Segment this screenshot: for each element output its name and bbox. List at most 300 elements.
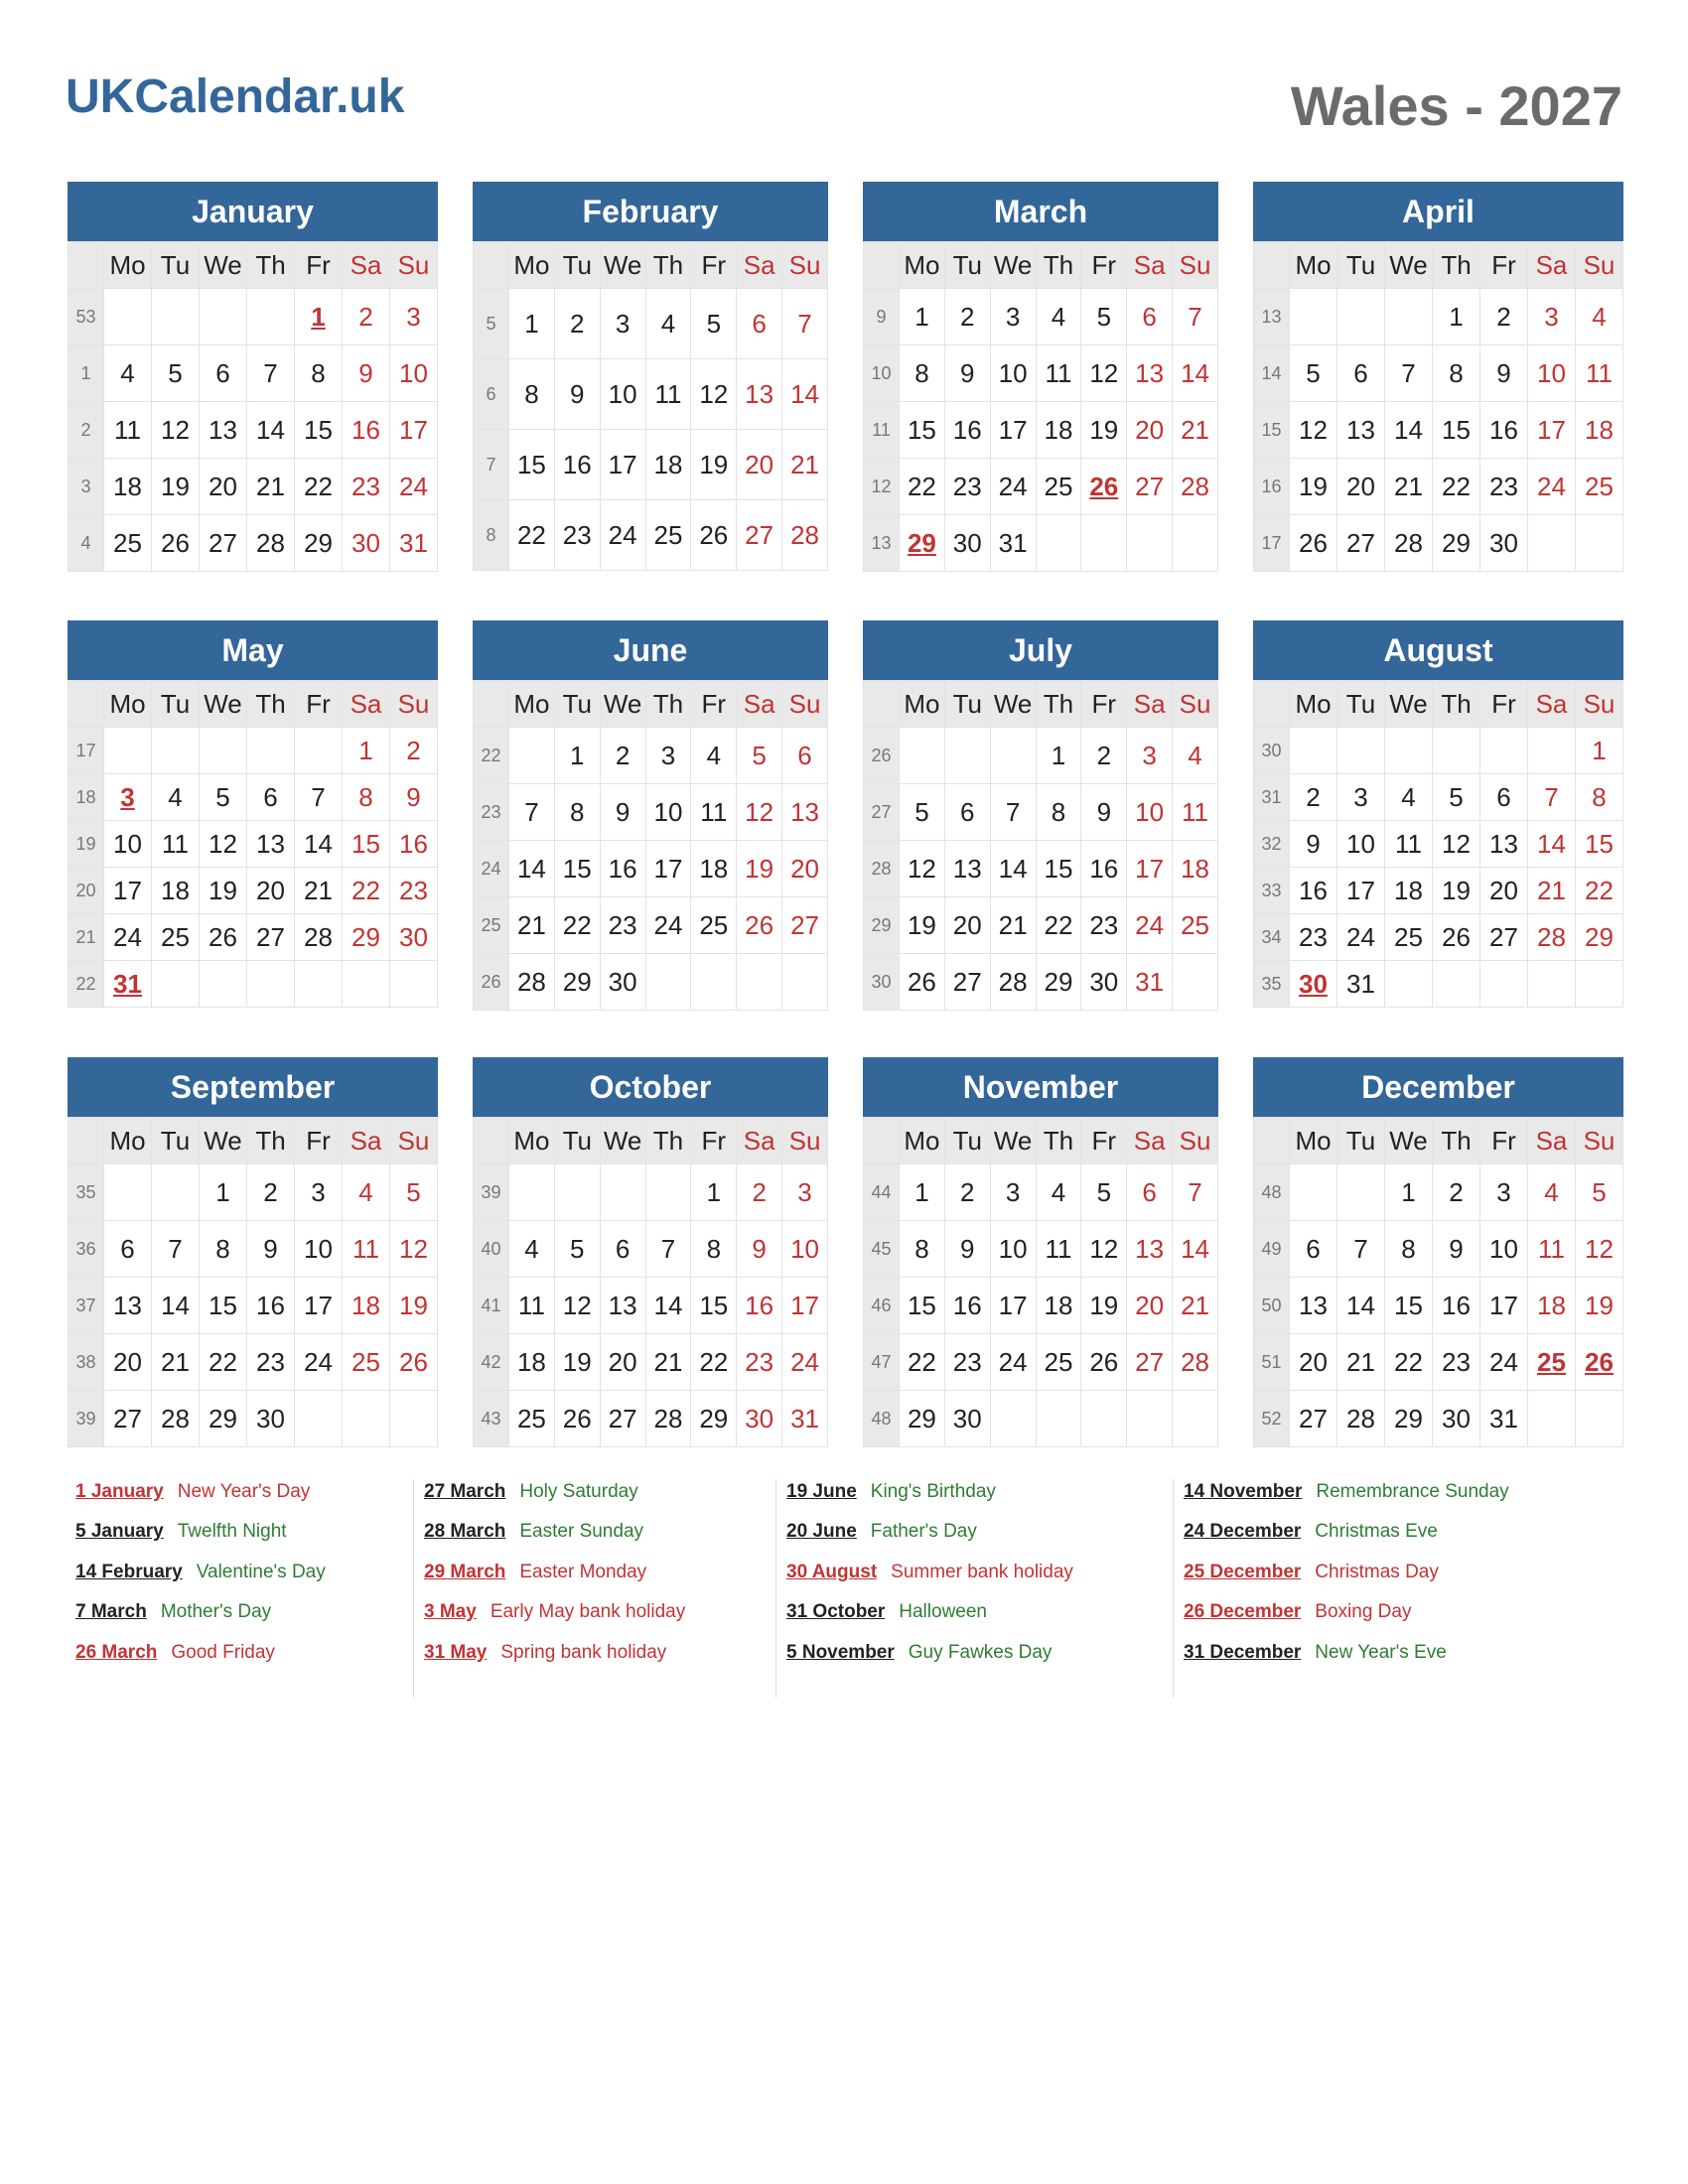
- day-cell[interactable]: 25: [152, 914, 200, 961]
- day-cell[interactable]: 21: [645, 1334, 691, 1391]
- day-cell[interactable]: 4: [691, 728, 737, 784]
- holiday-day-cell[interactable]: 29: [900, 515, 945, 572]
- day-cell[interactable]: 22: [1433, 459, 1480, 515]
- day-cell[interactable]: 17: [990, 402, 1036, 459]
- day-cell[interactable]: 9: [1081, 784, 1127, 841]
- day-cell[interactable]: 26: [691, 500, 737, 571]
- day-cell[interactable]: 26: [554, 1391, 600, 1447]
- day-cell[interactable]: 11: [1036, 1221, 1081, 1278]
- day-cell[interactable]: 30: [600, 954, 645, 1011]
- day-cell[interactable]: 20: [1127, 402, 1173, 459]
- day-cell[interactable]: 6: [782, 728, 828, 784]
- day-cell[interactable]: 14: [1385, 402, 1433, 459]
- day-cell[interactable]: 25: [1385, 914, 1433, 961]
- day-cell[interactable]: 1: [200, 1164, 247, 1221]
- day-cell[interactable]: 20: [737, 430, 782, 500]
- day-cell[interactable]: 19: [691, 430, 737, 500]
- day-cell[interactable]: 6: [737, 289, 782, 359]
- holiday-day-cell[interactable]: 26: [1576, 1334, 1623, 1391]
- day-cell[interactable]: 22: [1036, 897, 1081, 954]
- day-cell[interactable]: 9: [944, 345, 990, 402]
- holiday-date-link[interactable]: 20 June: [786, 1521, 857, 1542]
- day-cell[interactable]: 7: [1385, 345, 1433, 402]
- day-cell[interactable]: 16: [1480, 402, 1528, 459]
- day-cell[interactable]: 16: [390, 821, 438, 868]
- day-cell[interactable]: 19: [1290, 459, 1337, 515]
- day-cell[interactable]: 7: [990, 784, 1036, 841]
- day-cell[interactable]: 15: [295, 402, 343, 459]
- day-cell[interactable]: 30: [1480, 515, 1528, 572]
- day-cell[interactable]: 1: [509, 289, 555, 359]
- day-cell[interactable]: 22: [295, 459, 343, 515]
- day-cell[interactable]: 15: [1385, 1278, 1433, 1334]
- day-cell[interactable]: 30: [944, 1391, 990, 1447]
- day-cell[interactable]: 13: [247, 821, 295, 868]
- day-cell[interactable]: 12: [1081, 1221, 1127, 1278]
- day-cell[interactable]: 23: [1290, 914, 1337, 961]
- day-cell[interactable]: 24: [600, 500, 645, 571]
- day-cell[interactable]: 28: [1173, 1334, 1218, 1391]
- day-cell[interactable]: 30: [247, 1391, 295, 1447]
- day-cell[interactable]: 26: [390, 1334, 438, 1391]
- day-cell[interactable]: 1: [691, 1164, 737, 1221]
- day-cell[interactable]: 23: [1433, 1334, 1480, 1391]
- day-cell[interactable]: 31: [990, 515, 1036, 572]
- day-cell[interactable]: 21: [782, 430, 828, 500]
- day-cell[interactable]: 18: [1173, 841, 1218, 897]
- day-cell[interactable]: 23: [944, 459, 990, 515]
- day-cell[interactable]: 7: [1173, 289, 1218, 345]
- day-cell[interactable]: 28: [645, 1391, 691, 1447]
- day-cell[interactable]: 14: [990, 841, 1036, 897]
- day-cell[interactable]: 6: [247, 774, 295, 821]
- day-cell[interactable]: 7: [295, 774, 343, 821]
- day-cell[interactable]: 19: [900, 897, 945, 954]
- day-cell[interactable]: 2: [1480, 289, 1528, 345]
- day-cell[interactable]: 31: [1480, 1391, 1528, 1447]
- day-cell[interactable]: 8: [1576, 774, 1623, 821]
- day-cell[interactable]: 21: [509, 897, 555, 954]
- day-cell[interactable]: 24: [1480, 1334, 1528, 1391]
- day-cell[interactable]: 23: [737, 1334, 782, 1391]
- day-cell[interactable]: 3: [1528, 289, 1576, 345]
- day-cell[interactable]: 1: [1433, 289, 1480, 345]
- day-cell[interactable]: 29: [1576, 914, 1623, 961]
- day-cell[interactable]: 28: [782, 500, 828, 571]
- day-cell[interactable]: 17: [782, 1278, 828, 1334]
- day-cell[interactable]: 25: [1576, 459, 1623, 515]
- day-cell[interactable]: 19: [390, 1278, 438, 1334]
- day-cell[interactable]: 22: [1385, 1334, 1433, 1391]
- day-cell[interactable]: 13: [1337, 402, 1385, 459]
- day-cell[interactable]: 18: [645, 430, 691, 500]
- day-cell[interactable]: 1: [1385, 1164, 1433, 1221]
- day-cell[interactable]: 12: [554, 1278, 600, 1334]
- day-cell[interactable]: 9: [390, 774, 438, 821]
- day-cell[interactable]: 28: [1528, 914, 1576, 961]
- day-cell[interactable]: 10: [390, 345, 438, 402]
- day-cell[interactable]: 31: [782, 1391, 828, 1447]
- day-cell[interactable]: 29: [554, 954, 600, 1011]
- day-cell[interactable]: 27: [104, 1391, 152, 1447]
- day-cell[interactable]: 25: [691, 897, 737, 954]
- day-cell[interactable]: 29: [1036, 954, 1081, 1011]
- day-cell[interactable]: 24: [104, 914, 152, 961]
- day-cell[interactable]: 24: [295, 1334, 343, 1391]
- day-cell[interactable]: 4: [104, 345, 152, 402]
- holiday-date-link[interactable]: 29 March: [424, 1562, 506, 1582]
- day-cell[interactable]: 13: [200, 402, 247, 459]
- day-cell[interactable]: 1: [554, 728, 600, 784]
- day-cell[interactable]: 15: [554, 841, 600, 897]
- day-cell[interactable]: 14: [1173, 345, 1218, 402]
- day-cell[interactable]: 10: [1528, 345, 1576, 402]
- day-cell[interactable]: 28: [1173, 459, 1218, 515]
- day-cell[interactable]: 10: [600, 359, 645, 430]
- day-cell[interactable]: 21: [1173, 1278, 1218, 1334]
- day-cell[interactable]: 12: [1576, 1221, 1623, 1278]
- day-cell[interactable]: 5: [1081, 289, 1127, 345]
- day-cell[interactable]: 17: [1127, 841, 1173, 897]
- day-cell[interactable]: 20: [104, 1334, 152, 1391]
- day-cell[interactable]: 26: [1081, 1334, 1127, 1391]
- day-cell[interactable]: 10: [1127, 784, 1173, 841]
- day-cell[interactable]: 8: [691, 1221, 737, 1278]
- day-cell[interactable]: 4: [1528, 1164, 1576, 1221]
- day-cell[interactable]: 13: [600, 1278, 645, 1334]
- day-cell[interactable]: 24: [1337, 914, 1385, 961]
- day-cell[interactable]: 9: [1433, 1221, 1480, 1278]
- day-cell[interactable]: 30: [343, 515, 390, 572]
- day-cell[interactable]: 26: [900, 954, 945, 1011]
- day-cell[interactable]: 23: [247, 1334, 295, 1391]
- day-cell[interactable]: 25: [1036, 1334, 1081, 1391]
- day-cell[interactable]: 14: [295, 821, 343, 868]
- day-cell[interactable]: 30: [1081, 954, 1127, 1011]
- holiday-day-cell[interactable]: 25: [1528, 1334, 1576, 1391]
- day-cell[interactable]: 11: [1576, 345, 1623, 402]
- day-cell[interactable]: 19: [152, 459, 200, 515]
- day-cell[interactable]: 15: [691, 1278, 737, 1334]
- day-cell[interactable]: 26: [737, 897, 782, 954]
- holiday-date-link[interactable]: 31 May: [424, 1642, 488, 1663]
- day-cell[interactable]: 22: [900, 1334, 945, 1391]
- day-cell[interactable]: 16: [1081, 841, 1127, 897]
- day-cell[interactable]: 4: [1576, 289, 1623, 345]
- day-cell[interactable]: 3: [600, 289, 645, 359]
- day-cell[interactable]: 11: [691, 784, 737, 841]
- day-cell[interactable]: 14: [509, 841, 555, 897]
- day-cell[interactable]: 6: [1290, 1221, 1337, 1278]
- day-cell[interactable]: 11: [509, 1278, 555, 1334]
- day-cell[interactable]: 13: [782, 784, 828, 841]
- day-cell[interactable]: 2: [343, 289, 390, 345]
- day-cell[interactable]: 25: [104, 515, 152, 572]
- day-cell[interactable]: 22: [509, 500, 555, 571]
- day-cell[interactable]: 22: [900, 459, 945, 515]
- day-cell[interactable]: 28: [295, 914, 343, 961]
- holiday-day-cell[interactable]: 30: [1290, 961, 1337, 1008]
- day-cell[interactable]: 6: [600, 1221, 645, 1278]
- day-cell[interactable]: 5: [1081, 1164, 1127, 1221]
- day-cell[interactable]: 14: [152, 1278, 200, 1334]
- day-cell[interactable]: 5: [1576, 1164, 1623, 1221]
- day-cell[interactable]: 12: [691, 359, 737, 430]
- day-cell[interactable]: 2: [390, 728, 438, 774]
- day-cell[interactable]: 10: [990, 345, 1036, 402]
- day-cell[interactable]: 20: [1290, 1334, 1337, 1391]
- day-cell[interactable]: 9: [600, 784, 645, 841]
- day-cell[interactable]: 4: [343, 1164, 390, 1221]
- day-cell[interactable]: 2: [1081, 728, 1127, 784]
- day-cell[interactable]: 5: [737, 728, 782, 784]
- day-cell[interactable]: 21: [990, 897, 1036, 954]
- day-cell[interactable]: 30: [944, 515, 990, 572]
- day-cell[interactable]: 22: [691, 1334, 737, 1391]
- day-cell[interactable]: 5: [152, 345, 200, 402]
- day-cell[interactable]: 13: [1127, 345, 1173, 402]
- day-cell[interactable]: 27: [1127, 459, 1173, 515]
- day-cell[interactable]: 16: [554, 430, 600, 500]
- day-cell[interactable]: 9: [737, 1221, 782, 1278]
- day-cell[interactable]: 20: [944, 897, 990, 954]
- day-cell[interactable]: 27: [737, 500, 782, 571]
- day-cell[interactable]: 29: [1433, 515, 1480, 572]
- day-cell[interactable]: 6: [944, 784, 990, 841]
- day-cell[interactable]: 5: [691, 289, 737, 359]
- day-cell[interactable]: 29: [691, 1391, 737, 1447]
- day-cell[interactable]: 27: [247, 914, 295, 961]
- day-cell[interactable]: 29: [295, 515, 343, 572]
- day-cell[interactable]: 3: [295, 1164, 343, 1221]
- day-cell[interactable]: 8: [295, 345, 343, 402]
- day-cell[interactable]: 20: [1127, 1278, 1173, 1334]
- day-cell[interactable]: 18: [1528, 1278, 1576, 1334]
- day-cell[interactable]: 16: [1433, 1278, 1480, 1334]
- day-cell[interactable]: 6: [1127, 1164, 1173, 1221]
- day-cell[interactable]: 15: [200, 1278, 247, 1334]
- day-cell[interactable]: 25: [1173, 897, 1218, 954]
- day-cell[interactable]: 6: [104, 1221, 152, 1278]
- day-cell[interactable]: 16: [737, 1278, 782, 1334]
- holiday-date-link[interactable]: 28 March: [424, 1521, 506, 1542]
- day-cell[interactable]: 16: [600, 841, 645, 897]
- day-cell[interactable]: 1: [1036, 728, 1081, 784]
- day-cell[interactable]: 17: [1337, 868, 1385, 914]
- day-cell[interactable]: 27: [1290, 1391, 1337, 1447]
- day-cell[interactable]: 18: [343, 1278, 390, 1334]
- day-cell[interactable]: 17: [390, 402, 438, 459]
- day-cell[interactable]: 2: [1433, 1164, 1480, 1221]
- day-cell[interactable]: 7: [1337, 1221, 1385, 1278]
- day-cell[interactable]: 7: [509, 784, 555, 841]
- day-cell[interactable]: 14: [645, 1278, 691, 1334]
- day-cell[interactable]: 16: [1290, 868, 1337, 914]
- day-cell[interactable]: 1: [900, 1164, 945, 1221]
- day-cell[interactable]: 21: [295, 868, 343, 914]
- day-cell[interactable]: 26: [152, 515, 200, 572]
- day-cell[interactable]: 21: [1528, 868, 1576, 914]
- day-cell[interactable]: 17: [295, 1278, 343, 1334]
- day-cell[interactable]: 30: [737, 1391, 782, 1447]
- day-cell[interactable]: 27: [1337, 515, 1385, 572]
- day-cell[interactable]: 9: [554, 359, 600, 430]
- day-cell[interactable]: 21: [1385, 459, 1433, 515]
- day-cell[interactable]: 26: [1290, 515, 1337, 572]
- day-cell[interactable]: 12: [200, 821, 247, 868]
- site-logo-link[interactable]: UKCalendar.uk: [66, 70, 405, 123]
- day-cell[interactable]: 5: [900, 784, 945, 841]
- day-cell[interactable]: 8: [900, 345, 945, 402]
- day-cell[interactable]: 4: [1173, 728, 1218, 784]
- day-cell[interactable]: 4: [1385, 774, 1433, 821]
- day-cell[interactable]: 5: [1290, 345, 1337, 402]
- day-cell[interactable]: 18: [1385, 868, 1433, 914]
- day-cell[interactable]: 22: [554, 897, 600, 954]
- day-cell[interactable]: 10: [295, 1221, 343, 1278]
- holiday-day-cell[interactable]: 1: [295, 289, 343, 345]
- day-cell[interactable]: 3: [390, 289, 438, 345]
- day-cell[interactable]: 12: [1081, 345, 1127, 402]
- day-cell[interactable]: 3: [782, 1164, 828, 1221]
- day-cell[interactable]: 6: [1337, 345, 1385, 402]
- day-cell[interactable]: 13: [1290, 1278, 1337, 1334]
- day-cell[interactable]: 31: [390, 515, 438, 572]
- day-cell[interactable]: 16: [343, 402, 390, 459]
- holiday-date-link[interactable]: 3 May: [424, 1601, 477, 1622]
- day-cell[interactable]: 18: [691, 841, 737, 897]
- day-cell[interactable]: 28: [509, 954, 555, 1011]
- day-cell[interactable]: 15: [900, 402, 945, 459]
- day-cell[interactable]: 6: [1127, 289, 1173, 345]
- day-cell[interactable]: 14: [1337, 1278, 1385, 1334]
- day-cell[interactable]: 10: [1480, 1221, 1528, 1278]
- day-cell[interactable]: 7: [645, 1221, 691, 1278]
- day-cell[interactable]: 21: [1173, 402, 1218, 459]
- day-cell[interactable]: 17: [600, 430, 645, 500]
- day-cell[interactable]: 9: [247, 1221, 295, 1278]
- day-cell[interactable]: 19: [1081, 1278, 1127, 1334]
- day-cell[interactable]: 21: [152, 1334, 200, 1391]
- day-cell[interactable]: 22: [1576, 868, 1623, 914]
- day-cell[interactable]: 4: [152, 774, 200, 821]
- day-cell[interactable]: 13: [1127, 1221, 1173, 1278]
- day-cell[interactable]: 20: [1480, 868, 1528, 914]
- day-cell[interactable]: 17: [1480, 1278, 1528, 1334]
- day-cell[interactable]: 15: [1433, 402, 1480, 459]
- day-cell[interactable]: 31: [1337, 961, 1385, 1008]
- day-cell[interactable]: 29: [343, 914, 390, 961]
- day-cell[interactable]: 15: [1036, 841, 1081, 897]
- holiday-date-link[interactable]: 1 January: [75, 1481, 164, 1502]
- day-cell[interactable]: 8: [509, 359, 555, 430]
- day-cell[interactable]: 1: [343, 728, 390, 774]
- day-cell[interactable]: 13: [104, 1278, 152, 1334]
- holiday-date-link[interactable]: 19 June: [786, 1481, 857, 1502]
- holiday-date-link[interactable]: 5 January: [75, 1521, 164, 1542]
- day-cell[interactable]: 12: [900, 841, 945, 897]
- day-cell[interactable]: 26: [1433, 914, 1480, 961]
- day-cell[interactable]: 15: [509, 430, 555, 500]
- day-cell[interactable]: 12: [1290, 402, 1337, 459]
- day-cell[interactable]: 10: [990, 1221, 1036, 1278]
- holiday-date-link[interactable]: 27 March: [424, 1481, 506, 1502]
- day-cell[interactable]: 24: [990, 1334, 1036, 1391]
- day-cell[interactable]: 30: [1433, 1391, 1480, 1447]
- day-cell[interactable]: 17: [990, 1278, 1036, 1334]
- day-cell[interactable]: 16: [247, 1278, 295, 1334]
- day-cell[interactable]: 7: [1173, 1164, 1218, 1221]
- day-cell[interactable]: 24: [1528, 459, 1576, 515]
- day-cell[interactable]: 11: [1385, 821, 1433, 868]
- day-cell[interactable]: 25: [645, 500, 691, 571]
- day-cell[interactable]: 8: [1385, 1221, 1433, 1278]
- day-cell[interactable]: 27: [1480, 914, 1528, 961]
- day-cell[interactable]: 8: [554, 784, 600, 841]
- holiday-date-link[interactable]: 25 December: [1184, 1562, 1302, 1582]
- day-cell[interactable]: 22: [343, 868, 390, 914]
- day-cell[interactable]: 5: [554, 1221, 600, 1278]
- day-cell[interactable]: 5: [200, 774, 247, 821]
- day-cell[interactable]: 18: [1576, 402, 1623, 459]
- day-cell[interactable]: 26: [200, 914, 247, 961]
- day-cell[interactable]: 28: [990, 954, 1036, 1011]
- day-cell[interactable]: 2: [554, 289, 600, 359]
- holiday-day-cell[interactable]: 3: [104, 774, 152, 821]
- day-cell[interactable]: 11: [343, 1221, 390, 1278]
- day-cell[interactable]: 8: [1433, 345, 1480, 402]
- day-cell[interactable]: 20: [782, 841, 828, 897]
- day-cell[interactable]: 27: [1127, 1334, 1173, 1391]
- day-cell[interactable]: 18: [1036, 1278, 1081, 1334]
- day-cell[interactable]: 24: [1127, 897, 1173, 954]
- day-cell[interactable]: 6: [1480, 774, 1528, 821]
- day-cell[interactable]: 27: [944, 954, 990, 1011]
- day-cell[interactable]: 31: [1127, 954, 1173, 1011]
- day-cell[interactable]: 23: [1081, 897, 1127, 954]
- day-cell[interactable]: 3: [645, 728, 691, 784]
- day-cell[interactable]: 11: [1528, 1221, 1576, 1278]
- day-cell[interactable]: 24: [645, 897, 691, 954]
- day-cell[interactable]: 9: [944, 1221, 990, 1278]
- day-cell[interactable]: 13: [1480, 821, 1528, 868]
- holiday-day-cell[interactable]: 26: [1081, 459, 1127, 515]
- day-cell[interactable]: 16: [944, 1278, 990, 1334]
- day-cell[interactable]: 18: [152, 868, 200, 914]
- day-cell[interactable]: 17: [104, 868, 152, 914]
- day-cell[interactable]: 2: [737, 1164, 782, 1221]
- day-cell[interactable]: 7: [152, 1221, 200, 1278]
- day-cell[interactable]: 28: [152, 1391, 200, 1447]
- day-cell[interactable]: 5: [1433, 774, 1480, 821]
- day-cell[interactable]: 20: [247, 868, 295, 914]
- day-cell[interactable]: 9: [343, 345, 390, 402]
- day-cell[interactable]: 14: [782, 359, 828, 430]
- day-cell[interactable]: 9: [1290, 821, 1337, 868]
- day-cell[interactable]: 4: [645, 289, 691, 359]
- day-cell[interactable]: 13: [737, 359, 782, 430]
- holiday-date-link[interactable]: 14 February: [75, 1562, 183, 1582]
- day-cell[interactable]: 24: [390, 459, 438, 515]
- day-cell[interactable]: 7: [247, 345, 295, 402]
- holiday-date-link[interactable]: 5 November: [786, 1642, 895, 1663]
- day-cell[interactable]: 8: [343, 774, 390, 821]
- holiday-date-link[interactable]: 26 March: [75, 1642, 158, 1663]
- day-cell[interactable]: 15: [343, 821, 390, 868]
- day-cell[interactable]: 29: [200, 1391, 247, 1447]
- day-cell[interactable]: 12: [152, 402, 200, 459]
- day-cell[interactable]: 27: [600, 1391, 645, 1447]
